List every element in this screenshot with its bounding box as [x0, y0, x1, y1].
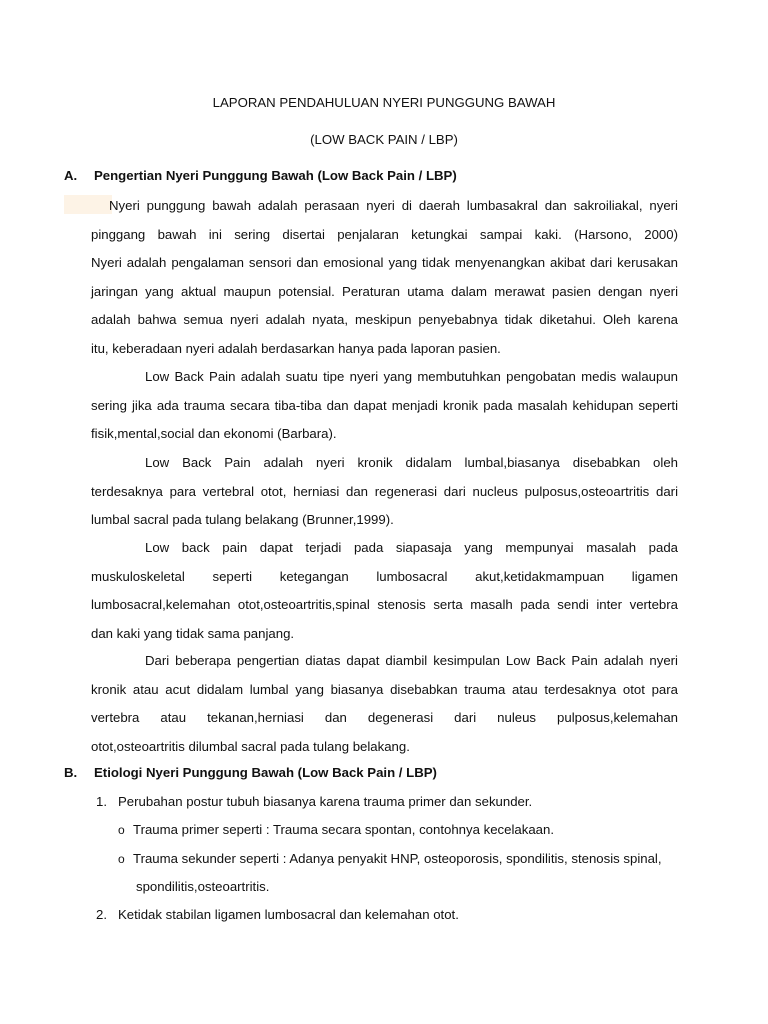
paragraph-line: muskuloskeletal seperti ketegangan lumbosacral akut,ketidakmampuan ligamen [91, 568, 678, 584]
paragraph-line: otot,osteoartritis dilumbal sacral pada tulang belakang. [91, 738, 410, 754]
list-item-number: 1. [96, 794, 107, 809]
sub-list-item-continuation: spondilitis,osteoartritis. [136, 879, 270, 894]
sub-list-item-text: Trauma sekunder seperti : Adanya penyakit HNP, osteoporosis, spondilitis, stenosis spinal, [133, 851, 662, 866]
paragraph-line: kronik atau acut didalam lumbal yang biasanya disebabkan trauma atau terdesaknya otot para [91, 681, 678, 697]
paragraph-line: Dari beberapa pengertian diatas dapat diambil kesimpulan Low Back Pain adalah nyeri [145, 653, 678, 668]
paragraph-line: itu, keberadaan nyeri adalah berdasarkan hanya pada laporan pasien. [91, 340, 501, 356]
paragraph-line: Low Back Pain adalah nyeri kronik didalam lumbal,biasanya disebabkan oleh [145, 455, 678, 470]
paragraph-line: adalah bahwa semua nyeri adalah nyata, meskipun penyebabnya tidak diketahui. Oleh karena [91, 312, 678, 327]
paragraph-line: dan kaki yang tidak sama panjang. [91, 625, 295, 641]
list-item-number: 2. [96, 907, 107, 922]
paragraph-3 [91, 453, 678, 539]
list-item-text: Perubahan postur tubuh biasanya karena trauma primer dan sekunder. [118, 794, 533, 809]
paragraph-line: lumbosacral,kelemahan otot,osteoartritis,spinal stenosis serta masalh pada sendi inter vertebra [91, 597, 678, 612]
document-subtitle: (LOW BACK PAIN / LBP) [310, 132, 458, 147]
section-a-heading [64, 168, 457, 183]
section-b-letter: B. [64, 765, 78, 780]
sub-list-item [118, 822, 554, 837]
paragraph-line: jaringan yang aktual maupun potensial. Peraturan utama dalam merawat pasien dengan nyeri [91, 283, 678, 299]
paragraph-line: pinggang bawah ini sering disertai penjalaran ketungkai sampai kaki. (Harsono, 2000) [91, 226, 678, 242]
paragraph-4 [91, 538, 678, 652]
paragraph-1 [91, 196, 678, 367]
paragraph-line: vertebra atau tekanan,herniasi dan degenerasi dari nuleus pulposus,kelemahan [91, 710, 678, 725]
paragraph-line: Nyeri punggung bawah adalah perasaan nyeri di daerah lumbasakral dan sakroiliakal, nyeri [109, 198, 678, 213]
paragraph-2 [91, 367, 678, 453]
section-b-title: Etiologi Nyeri Punggung Bawah (Low Back Pain / LBP) [94, 765, 437, 780]
paragraph-line: sering jika ada trauma secara tiba-tiba dan dapat menjadi kronik pada masalah kehidupan seperti [91, 397, 678, 413]
paragraph-line: Nyeri adalah pengalaman sensori dan emosional yang tidak menyenangkan akibat dari kerusakan [91, 255, 678, 270]
section-a-letter: A. [64, 168, 78, 183]
paragraph-line: fisik,mental,social dan ekonomi (Barbara). [91, 426, 337, 441]
list-item-text: Ketidak stabilan ligamen lumbosacral dan kelemahan otot. [118, 907, 459, 922]
section-b-heading [64, 765, 437, 780]
paragraph-line: terdesaknya para vertebral otot, herniasi dan regenerasi dari nucleus pulposus,osteoartritis dari [91, 483, 678, 499]
sub-list-item [118, 851, 662, 866]
sub-list-item-text: Trauma primer seperti : Trauma secara spontan, contohnya kecelakaan. [133, 822, 554, 837]
list-item [96, 907, 459, 922]
paragraph-line: Low Back Pain adalah suatu tipe nyeri yang membutuhkan pengobatan medis walaupun [145, 369, 678, 384]
paragraph-line: lumbal sacral pada tulang belakang (Brunner,1999). [91, 512, 394, 527]
document-title: LAPORAN PENDAHULUAN NYERI PUNGGUNG BAWAH [212, 95, 556, 110]
list-item [96, 794, 532, 809]
paragraph-line: Low back pain dapat terjadi pada siapasaja yang mempunyai masalah pada [145, 540, 678, 555]
paragraph-5 [91, 651, 678, 765]
section-a-title: Pengertian Nyeri Punggung Bawah (Low Back Pain / LBP) [94, 168, 457, 183]
bullet-icon: o [118, 852, 125, 866]
bullet-icon: o [118, 823, 125, 837]
